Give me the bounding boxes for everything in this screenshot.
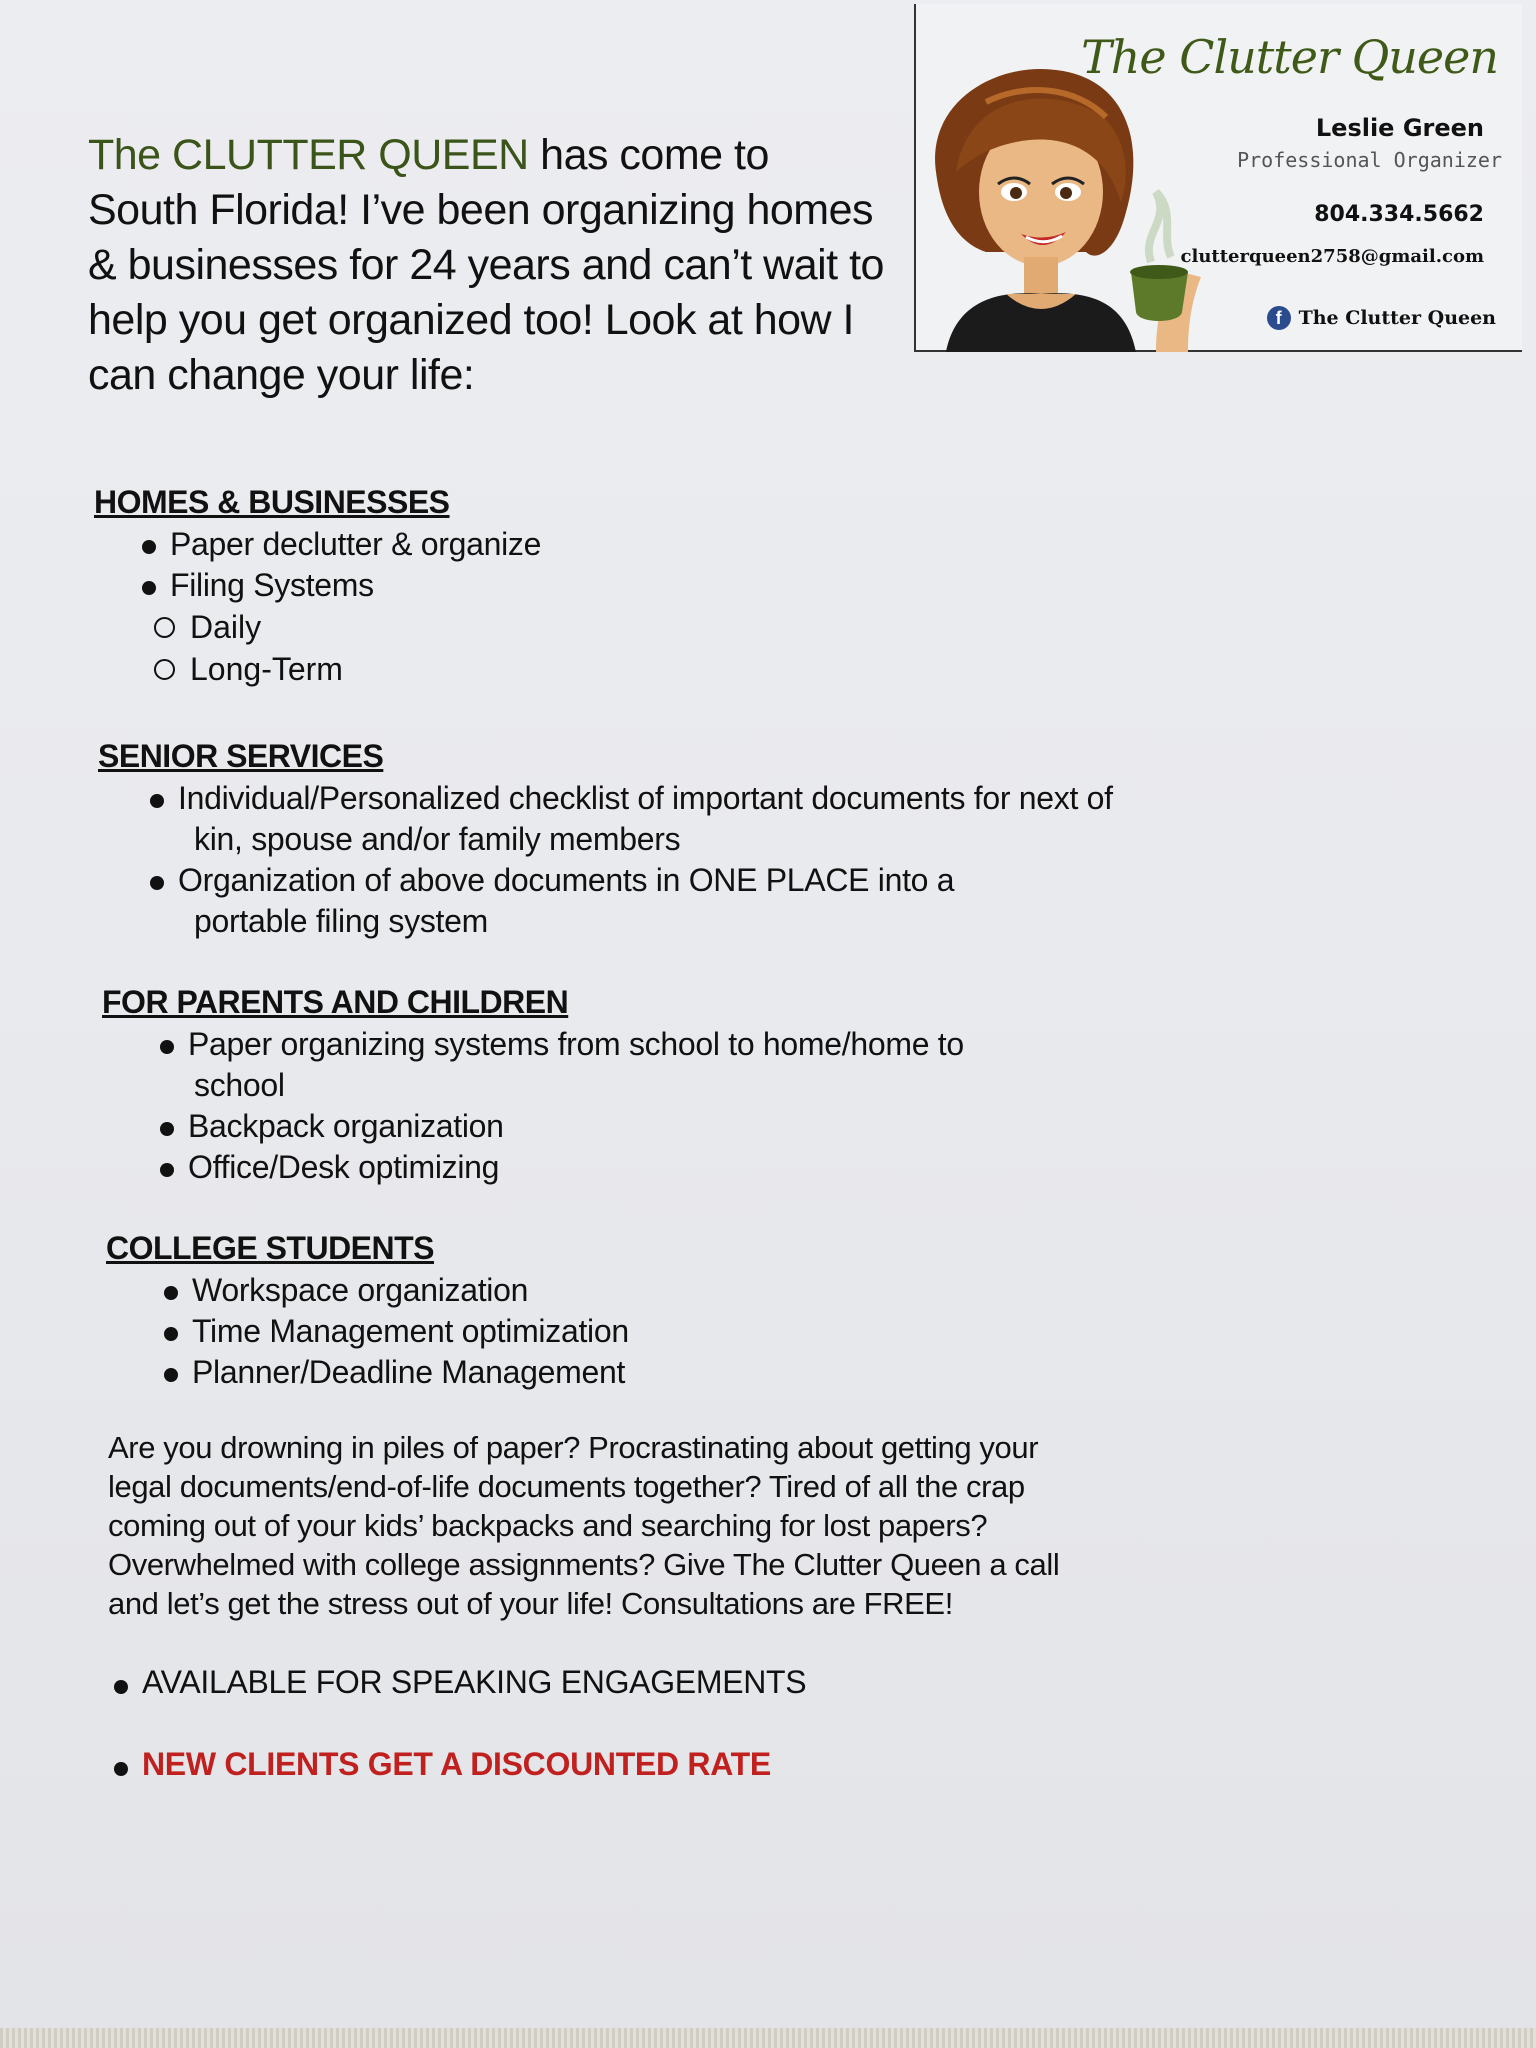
closing-line: Are you drowning in piles of paper? Procrastinating about getting your xyxy=(108,1430,1039,1465)
list-item: Time Management optimization xyxy=(160,1311,629,1352)
closing-line: Overwhelmed with college assignments? Give The Clutter Queen a call xyxy=(108,1547,1060,1582)
list-item-line: Individual/Personalized checklist of important documents for next of xyxy=(178,780,1113,816)
intro-brand: The CLUTTER QUEEN xyxy=(88,131,529,179)
list-item-line: school xyxy=(194,1067,285,1103)
list-item-line: Paper organizing systems from school to home/home to xyxy=(188,1026,964,1062)
list-item-line: portable filing system xyxy=(194,903,488,939)
facebook-icon: f xyxy=(1267,306,1291,330)
list-item xyxy=(146,778,1113,860)
list-item xyxy=(156,1024,964,1106)
card-owner-role: Professional Organizer xyxy=(1237,148,1502,172)
homes-list xyxy=(138,524,541,606)
background-fabric xyxy=(0,2028,1536,2048)
list-item xyxy=(146,860,1113,942)
section-senior xyxy=(98,736,1113,942)
list-item: Backpack organization xyxy=(156,1106,964,1147)
business-card xyxy=(914,4,1522,352)
list-item: Planner/Deadline Management xyxy=(160,1352,629,1393)
list-item: Paper declutter & organize xyxy=(138,524,541,565)
section-heading: HOMES & BUSINESSES xyxy=(94,484,450,520)
card-phone: 804.334.5662 xyxy=(1314,202,1484,227)
closing-line: legal documents/end-of-life documents together? Tired of all the crap xyxy=(108,1469,1025,1504)
parents-list xyxy=(156,1024,964,1188)
speaking-callout: AVAILABLE FOR SPEAKING ENGAGEMENTS xyxy=(110,1664,806,1701)
intro-text: has come to South Florida! I’ve been organizing homes & businesses for 24 years and can’t wait to help you get organized too! Look at how I can change your life: xyxy=(88,131,884,399)
list-item: Workspace organization xyxy=(160,1270,629,1311)
card-logo-title: The Clutter Queen xyxy=(1081,30,1498,84)
sub-list-item: Daily xyxy=(152,606,541,648)
card-facebook-label: The Clutter Queen xyxy=(1298,307,1496,329)
closing-line: coming out of your kids’ backpacks and searching for lost papers? xyxy=(108,1508,988,1543)
list-item: Office/Desk optimizing xyxy=(156,1147,964,1188)
filing-sublist xyxy=(94,606,541,690)
list-item: Filing Systems xyxy=(138,565,541,606)
section-heading: FOR PARENTS AND CHILDREN xyxy=(102,984,569,1020)
section-parents xyxy=(102,982,964,1188)
closing-line: and let’s get the stress out of your life! Consultations are FREE! xyxy=(108,1586,953,1621)
section-college xyxy=(106,1228,629,1393)
list-item-line: Organization of above documents in ONE PLACE into a xyxy=(178,862,955,898)
senior-list xyxy=(146,778,1113,942)
closing-paragraph xyxy=(108,1428,1178,1623)
list-item-line: kin, spouse and/or family members xyxy=(194,821,681,857)
section-heading: COLLEGE STUDENTS xyxy=(106,1230,435,1266)
college-list xyxy=(160,1270,629,1393)
intro-paragraph xyxy=(88,128,888,403)
card-email: clutterqueen2758@gmail.com xyxy=(1180,246,1484,267)
section-heading: SENIOR SERVICES xyxy=(98,738,384,774)
sub-list-item: Long-Term xyxy=(152,648,541,690)
clutter-queen-illustration xyxy=(926,62,1226,352)
discount-callout: NEW CLIENTS GET A DISCOUNTED RATE xyxy=(110,1746,771,1783)
card-owner-name: Leslie Green xyxy=(1315,114,1484,142)
card-facebook xyxy=(1267,306,1496,330)
section-homes xyxy=(94,482,541,690)
